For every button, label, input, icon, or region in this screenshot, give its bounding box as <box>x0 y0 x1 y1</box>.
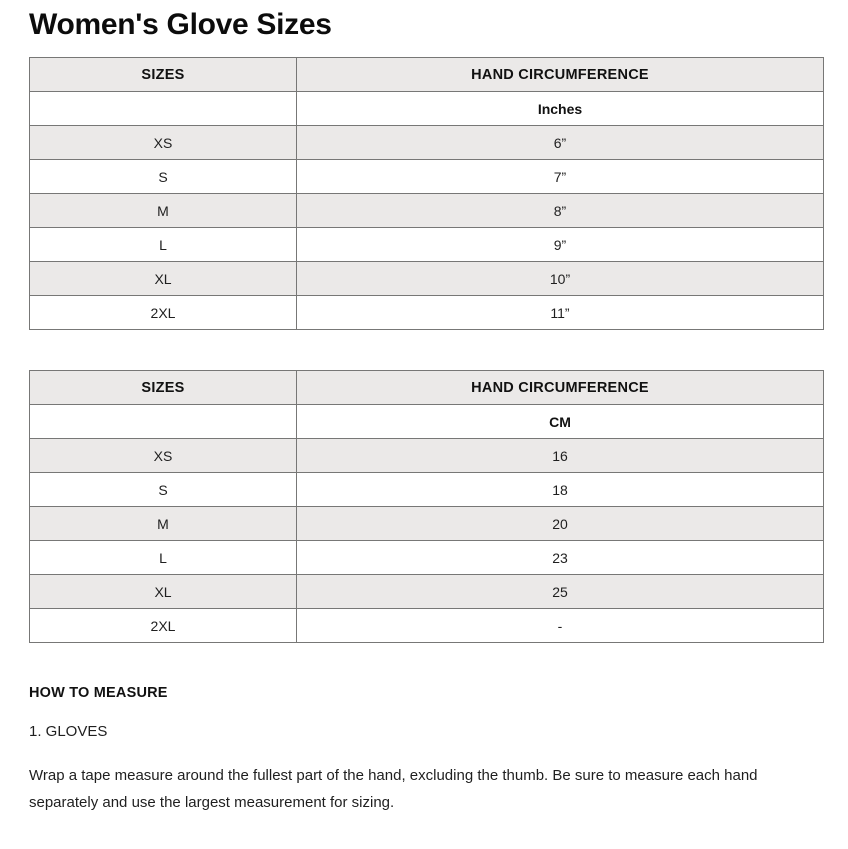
table-header-row <box>30 58 824 92</box>
table-header-row <box>30 371 824 405</box>
cell-size: M <box>30 507 297 541</box>
cell-measurement: 18 <box>297 473 824 507</box>
cell-measurement: 25 <box>297 575 824 609</box>
cell-size: L <box>30 228 297 262</box>
size-table-cm <box>29 370 824 643</box>
size-table-inches <box>29 57 824 330</box>
table-row <box>30 126 824 160</box>
cell-measurement: 10” <box>297 262 824 296</box>
table-row <box>30 609 824 643</box>
cell-size: XS <box>30 126 297 160</box>
how-to-measure-subheading: 1. GLOVES <box>29 723 108 740</box>
unit-cell-blank <box>30 405 297 439</box>
cell-measurement: 8” <box>297 194 824 228</box>
how-to-measure-body: Wrap a tape measure around the fullest part of the hand, excluding the thumb. Be sure to measure each hand separately and use the largest measurement for sizing. <box>29 767 758 811</box>
page-title: Women's Glove Sizes <box>29 8 332 41</box>
cell-size: XS <box>30 439 297 473</box>
cell-size: XL <box>30 262 297 296</box>
table-row <box>30 541 824 575</box>
column-header-sizes: SIZES <box>30 58 297 92</box>
cell-measurement: 23 <box>297 541 824 575</box>
table-row <box>30 262 824 296</box>
unit-cell-measure: Inches <box>297 92 824 126</box>
table-row <box>30 439 824 473</box>
cell-measurement: 20 <box>297 507 824 541</box>
table-unit-row <box>30 92 824 126</box>
table-row <box>30 194 824 228</box>
how-to-measure-heading: HOW TO MEASURE <box>29 685 168 701</box>
cell-size: XL <box>30 575 297 609</box>
column-header-sizes: SIZES <box>30 371 297 405</box>
table-row <box>30 507 824 541</box>
cell-size: L <box>30 541 297 575</box>
cell-measurement: - <box>297 609 824 643</box>
table-unit-row <box>30 405 824 439</box>
cell-size: S <box>30 160 297 194</box>
cell-size: 2XL <box>30 609 297 643</box>
cell-size: 2XL <box>30 296 297 330</box>
table-row <box>30 575 824 609</box>
how-to-measure-section <box>29 683 819 816</box>
table-row <box>30 160 824 194</box>
table-row <box>30 296 824 330</box>
cell-measurement: 6” <box>297 126 824 160</box>
unit-cell-measure: CM <box>297 405 824 439</box>
cell-measurement: 7” <box>297 160 824 194</box>
cell-measurement: 16 <box>297 439 824 473</box>
column-header-hand-circumference: HAND CIRCUMFERENCE <box>297 58 824 92</box>
table-row <box>30 228 824 262</box>
cell-measurement: 9” <box>297 228 824 262</box>
unit-cell-blank <box>30 92 297 126</box>
cell-measurement: 11” <box>297 296 824 330</box>
column-header-hand-circumference: HAND CIRCUMFERENCE <box>297 371 824 405</box>
table-row <box>30 473 824 507</box>
cell-size: M <box>30 194 297 228</box>
cell-size: S <box>30 473 297 507</box>
